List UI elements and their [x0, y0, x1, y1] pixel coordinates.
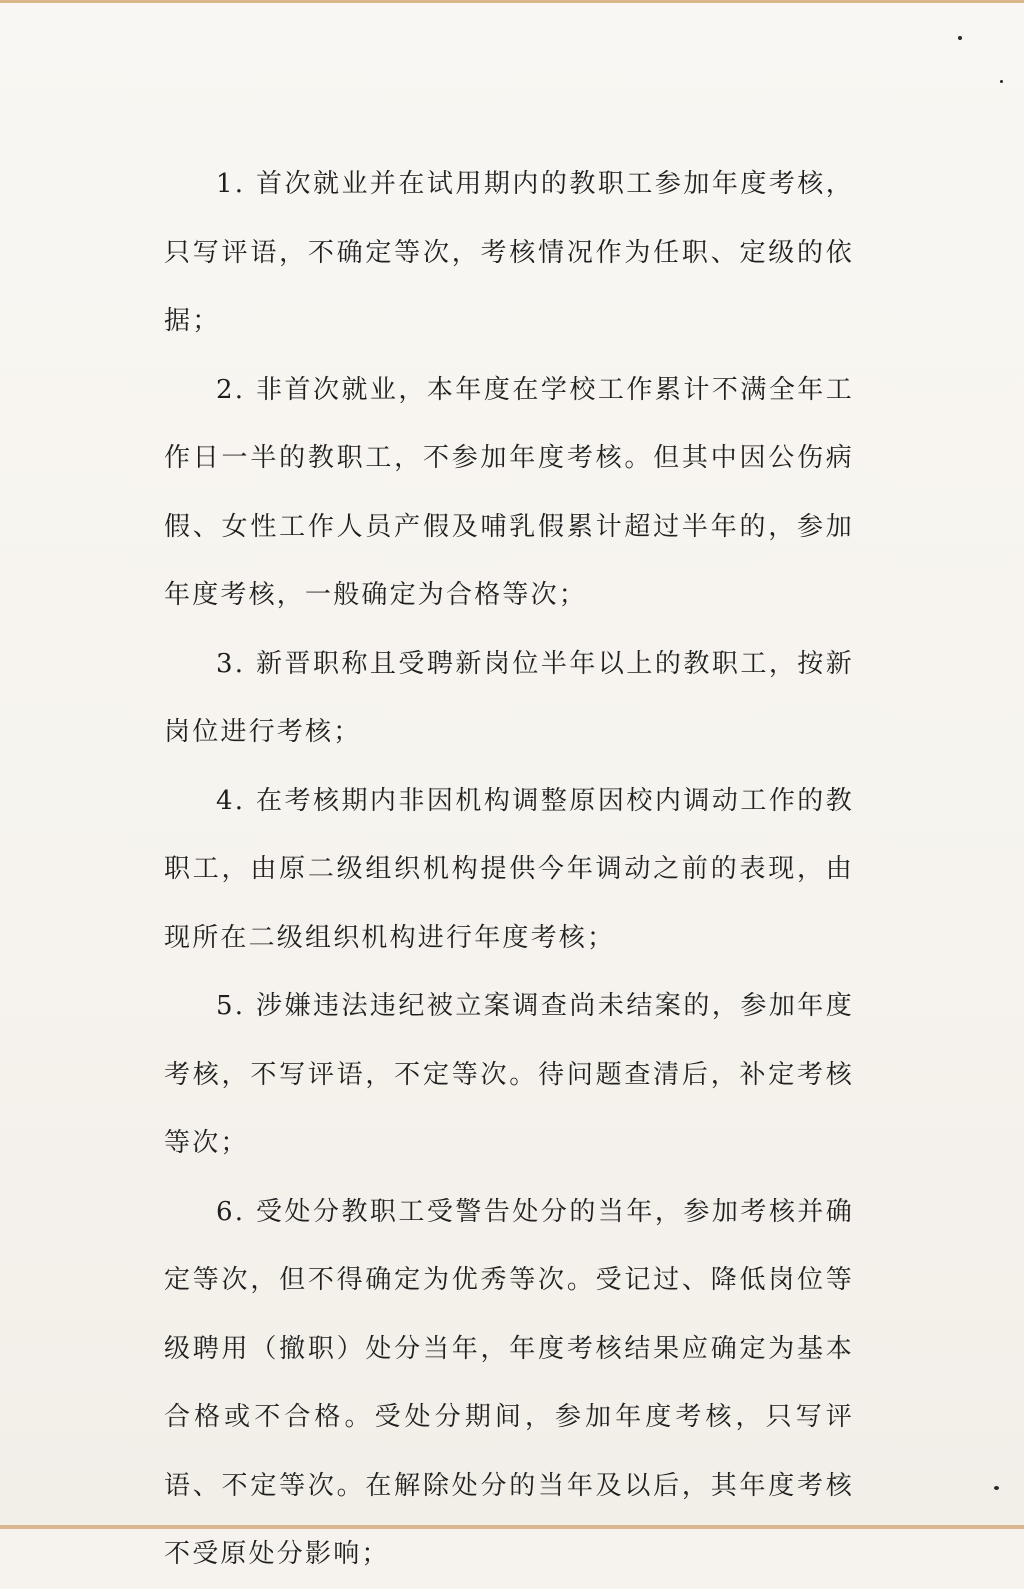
scan-speck: [958, 36, 962, 40]
page-top-edge: [0, 0, 1024, 3]
paragraph-4: 4. 在考核期内非因机构调整原因校内调动工作的教职工，由原二级组织机构提供今年调动之前的表现，由现所在二级组织机构进行年度考核；: [164, 785, 854, 953]
paragraph-1: 1. 首次就业并在试用期内的教职工参加年度考核，只写评语，不确定等次，考核情况作为任职、定级的依据；: [164, 169, 854, 336]
scan-speck: [1000, 80, 1003, 83]
paragraph-3: 3. 新晋职称且受聘新岗位半年以上的教职工，按新岗位进行考核；: [164, 648, 854, 747]
document-body: [164, 150, 854, 1589]
paragraph-6: 6. 受处分教职工受警告处分的当年，参加考核并确定等次，但不得确定为优秀等次。受记过、降低岗位等级聘用（撤职）处分当年，年度考核结果应确定为基本合格或不合格。受处分期间，参加年度考核，只写评语、不定等次。在解除处分的当年及以后，其年度考核不受原处分影响；: [164, 1196, 854, 1569]
page-bottom-edge: [0, 1525, 1024, 1529]
paragraph-5: 5. 涉嫌违法违纪被立案调查尚未结案的，参加年度考核，不写评语，不定等次。待问题查清后，补定考核等次；: [164, 991, 854, 1158]
scan-speck: [994, 1486, 999, 1490]
paragraph-2: 2. 非首次就业，本年度在学校工作累计不满全年工作日一半的教职工，不参加年度考核。但其中因公伤病假、女性工作人员产假及哺乳假累计超过半年的，参加年度考核，一般确定为合格等次；: [164, 374, 854, 610]
